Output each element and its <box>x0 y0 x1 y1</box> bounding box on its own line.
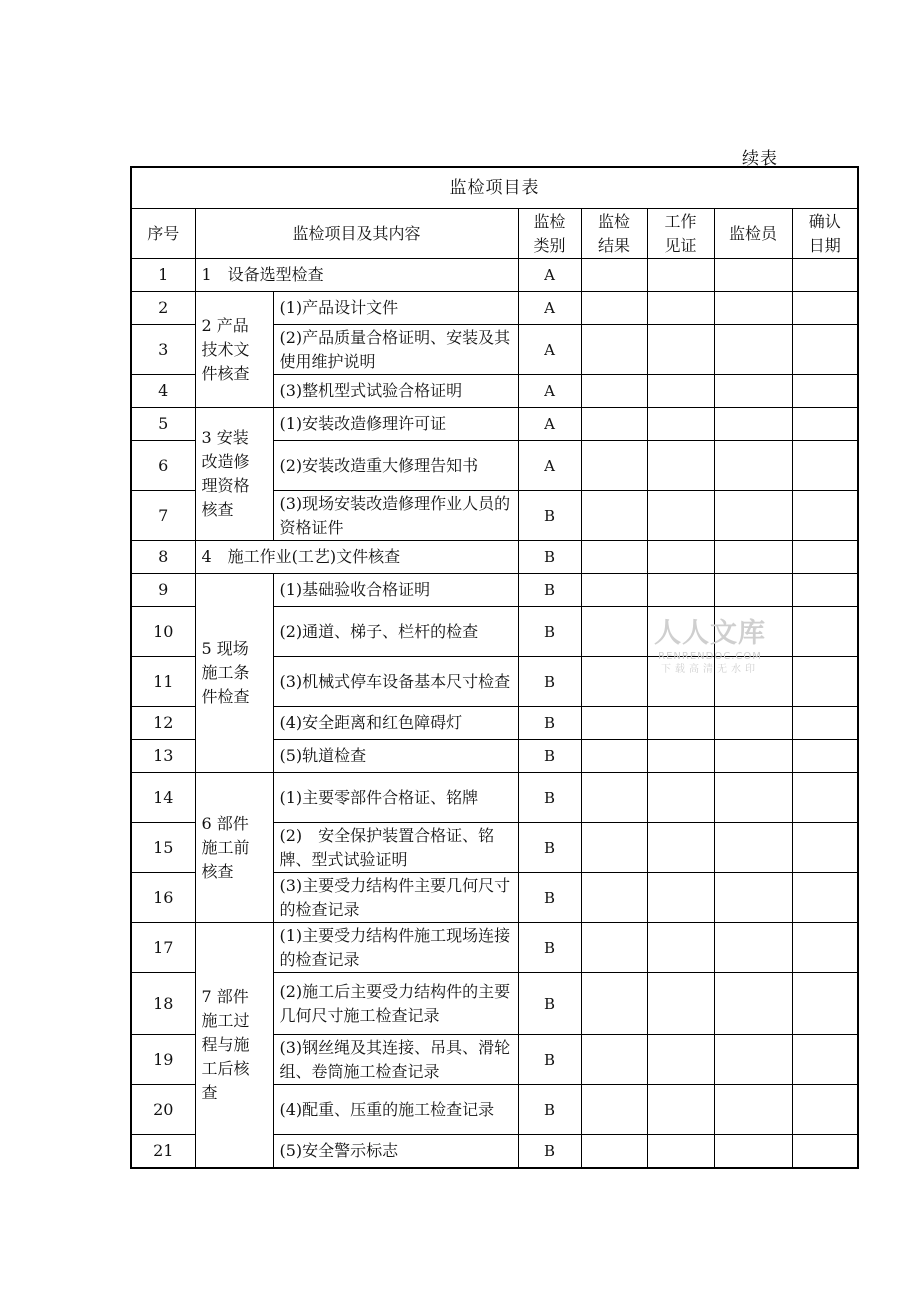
header-category: 监检 类别 <box>518 209 581 259</box>
result-cell[interactable] <box>581 740 647 773</box>
confirm-date-cell[interactable] <box>792 1135 858 1168</box>
group-label: 6 部件 施工前 核查 <box>195 773 273 923</box>
row-number: 11 <box>131 657 195 707</box>
category-cell: A <box>518 441 581 491</box>
row-number: 5 <box>131 408 195 441</box>
result-cell[interactable] <box>581 707 647 740</box>
category-cell: B <box>518 1085 581 1135</box>
category-cell: B <box>518 873 581 923</box>
witness-cell[interactable] <box>647 923 714 973</box>
row-number: 4 <box>131 375 195 408</box>
category-cell: B <box>518 574 581 607</box>
confirm-date-cell[interactable] <box>792 657 858 707</box>
category-cell: B <box>518 823 581 873</box>
item-content: (2)安装改造重大修理告知书 <box>273 441 518 491</box>
category-cell: B <box>518 773 581 823</box>
witness-cell[interactable] <box>647 1135 714 1168</box>
row-number: 18 <box>131 973 195 1035</box>
confirm-date-cell[interactable] <box>792 292 858 325</box>
confirm-date-cell[interactable] <box>792 607 858 657</box>
group-label: 3 安装 改造修 理资格 核查 <box>195 408 273 541</box>
row-number: 10 <box>131 607 195 657</box>
row-number: 15 <box>131 823 195 873</box>
header-result: 监检 结果 <box>581 209 647 259</box>
inspector-cell[interactable] <box>714 292 792 325</box>
witness-cell[interactable] <box>647 873 714 923</box>
item-content: (1)产品设计文件 <box>273 292 518 325</box>
group-label: 2 产品 技术文 件核查 <box>195 292 273 408</box>
result-cell[interactable] <box>581 408 647 441</box>
row-number: 16 <box>131 873 195 923</box>
inspector-cell[interactable] <box>714 740 792 773</box>
confirm-date-cell[interactable] <box>792 441 858 491</box>
row-number: 20 <box>131 1085 195 1135</box>
confirm-date-cell[interactable] <box>792 823 858 873</box>
row-number: 3 <box>131 325 195 375</box>
category-cell: B <box>518 491 581 541</box>
item-content: (2)通道、梯子、栏杆的检查 <box>273 607 518 657</box>
witness-cell[interactable] <box>647 259 714 292</box>
confirm-date-cell[interactable] <box>792 408 858 441</box>
table-row <box>131 773 858 823</box>
confirm-date-cell[interactable] <box>792 491 858 541</box>
confirm-date-cell[interactable] <box>792 574 858 607</box>
result-cell[interactable] <box>581 1085 647 1135</box>
inspector-cell[interactable] <box>714 923 792 973</box>
witness-cell[interactable] <box>647 408 714 441</box>
inspector-cell[interactable] <box>714 823 792 873</box>
row-number: 7 <box>131 491 195 541</box>
row-number: 21 <box>131 1135 195 1168</box>
confirm-date-cell[interactable] <box>792 1085 858 1135</box>
result-cell[interactable] <box>581 973 647 1035</box>
item-content: (2)产品质量合格证明、安装及其使用维护说明 <box>273 325 518 375</box>
confirm-date-cell[interactable] <box>792 325 858 375</box>
confirm-date-cell[interactable] <box>792 773 858 823</box>
row-number: 9 <box>131 574 195 607</box>
inspector-cell[interactable] <box>714 873 792 923</box>
witness-cell[interactable] <box>647 740 714 773</box>
confirm-date-cell[interactable] <box>792 707 858 740</box>
group-label: 1 设备选型检查 <box>195 259 518 292</box>
category-cell: B <box>518 541 581 574</box>
category-cell: A <box>518 408 581 441</box>
witness-cell[interactable] <box>647 973 714 1035</box>
witness-cell[interactable] <box>647 707 714 740</box>
table-title: 监检项目表 <box>131 167 858 209</box>
row-number: 19 <box>131 1035 195 1085</box>
inspector-cell[interactable] <box>714 259 792 292</box>
table-row <box>131 541 858 574</box>
group-label: 4 施工作业(工艺)文件核查 <box>195 541 518 574</box>
result-cell[interactable] <box>581 657 647 707</box>
witness-cell[interactable] <box>647 1035 714 1085</box>
category-cell: A <box>518 375 581 408</box>
header-row <box>131 209 858 259</box>
item-content: (2) 安全保护装置合格证、铭牌、型式试验证明 <box>273 823 518 873</box>
inspector-cell[interactable] <box>714 574 792 607</box>
inspection-items-table <box>130 166 859 1169</box>
result-cell[interactable] <box>581 823 647 873</box>
group-label: 7 部件 施工过 程与施 工后核 查 <box>195 923 273 1168</box>
witness-cell[interactable] <box>647 375 714 408</box>
witness-cell[interactable] <box>647 657 714 707</box>
result-cell[interactable] <box>581 259 647 292</box>
row-number: 13 <box>131 740 195 773</box>
item-content: (1)主要零部件合格证、铭牌 <box>273 773 518 823</box>
result-cell[interactable] <box>581 1035 647 1085</box>
item-content: (2)施工后主要受力结构件的主要几何尺寸施工检查记录 <box>273 973 518 1035</box>
category-cell: B <box>518 1135 581 1168</box>
category-cell: B <box>518 1035 581 1085</box>
table-row <box>131 292 858 325</box>
result-cell[interactable] <box>581 574 647 607</box>
result-cell[interactable] <box>581 491 647 541</box>
title-row <box>131 167 858 209</box>
category-cell: A <box>518 259 581 292</box>
row-number: 12 <box>131 707 195 740</box>
witness-cell[interactable] <box>647 441 714 491</box>
category-cell: A <box>518 325 581 375</box>
inspector-cell[interactable] <box>714 773 792 823</box>
confirm-date-cell[interactable] <box>792 923 858 973</box>
witness-cell[interactable] <box>647 491 714 541</box>
group-label: 5 现场 施工条 件检查 <box>195 574 273 773</box>
row-number: 1 <box>131 259 195 292</box>
inspector-cell[interactable] <box>714 491 792 541</box>
witness-cell[interactable] <box>647 574 714 607</box>
result-cell[interactable] <box>581 541 647 574</box>
header-witness: 工作 见证 <box>647 209 714 259</box>
inspector-cell[interactable] <box>714 541 792 574</box>
inspector-cell[interactable] <box>714 375 792 408</box>
table-row <box>131 259 858 292</box>
witness-cell[interactable] <box>647 325 714 375</box>
witness-cell[interactable] <box>647 541 714 574</box>
header-seq: 序号 <box>131 209 195 259</box>
item-content: (1)安装改造修理许可证 <box>273 408 518 441</box>
inspector-cell[interactable] <box>714 973 792 1035</box>
inspector-cell[interactable] <box>714 408 792 441</box>
item-content: (1)主要受力结构件施工现场连接的检查记录 <box>273 923 518 973</box>
confirm-date-cell[interactable] <box>792 375 858 408</box>
witness-cell[interactable] <box>647 1085 714 1135</box>
row-number: 6 <box>131 441 195 491</box>
category-cell: B <box>518 657 581 707</box>
result-cell[interactable] <box>581 923 647 973</box>
item-content: (3)整机型式试验合格证明 <box>273 375 518 408</box>
table-row <box>131 923 858 973</box>
inspector-cell[interactable] <box>714 1035 792 1085</box>
item-content: (3)机械式停车设备基本尺寸检查 <box>273 657 518 707</box>
witness-cell[interactable] <box>647 607 714 657</box>
result-cell[interactable] <box>581 873 647 923</box>
result-cell[interactable] <box>581 292 647 325</box>
row-number: 8 <box>131 541 195 574</box>
watermark-logo-text: 人人文库 <box>654 618 766 649</box>
item-content: (3)钢丝绳及其连接、吊具、滑轮组、卷筒施工检查记录 <box>273 1035 518 1085</box>
header-inspector: 监检员 <box>714 209 792 259</box>
category-cell: B <box>518 707 581 740</box>
confirm-date-cell[interactable] <box>792 259 858 292</box>
header-confirm-date: 确认 日期 <box>792 209 858 259</box>
category-cell: B <box>518 607 581 657</box>
item-content: (3)现场安装改造修理作业人员的资格证件 <box>273 491 518 541</box>
confirm-date-cell[interactable] <box>792 1035 858 1085</box>
continued-label: 续表 <box>742 149 778 169</box>
row-number: 17 <box>131 923 195 973</box>
watermark-url: RENRENDOC.COM <box>658 651 762 662</box>
table-row <box>131 408 858 441</box>
table-row <box>131 574 858 607</box>
row-number: 2 <box>131 292 195 325</box>
inspector-cell[interactable] <box>714 325 792 375</box>
inspector-cell[interactable] <box>714 657 792 707</box>
confirm-date-cell[interactable] <box>792 541 858 574</box>
result-cell[interactable] <box>581 325 647 375</box>
category-cell: A <box>518 292 581 325</box>
result-cell[interactable] <box>581 607 647 657</box>
inspector-cell[interactable] <box>714 607 792 657</box>
category-cell: B <box>518 740 581 773</box>
item-content: (5)安全警示标志 <box>273 1135 518 1168</box>
category-cell: B <box>518 973 581 1035</box>
confirm-date-cell[interactable] <box>792 873 858 923</box>
row-number: 14 <box>131 773 195 823</box>
inspector-cell[interactable] <box>714 707 792 740</box>
category-cell: B <box>518 923 581 973</box>
item-content: (1)基础验收合格证明 <box>273 574 518 607</box>
result-cell[interactable] <box>581 773 647 823</box>
confirm-date-cell[interactable] <box>792 973 858 1035</box>
result-cell[interactable] <box>581 441 647 491</box>
watermark-tagline: 下载高清无水印 <box>661 664 759 675</box>
inspector-cell[interactable] <box>714 1135 792 1168</box>
item-content: (4)安全距离和红色障碍灯 <box>273 707 518 740</box>
header-item: 监检项目及其内容 <box>195 209 518 259</box>
item-content: (3)主要受力结构件主要几何尺寸的检查记录 <box>273 873 518 923</box>
result-cell[interactable] <box>581 375 647 408</box>
witness-cell[interactable] <box>647 773 714 823</box>
witness-cell[interactable] <box>647 823 714 873</box>
result-cell[interactable] <box>581 1135 647 1168</box>
inspector-cell[interactable] <box>714 1085 792 1135</box>
item-content: (5)轨道检查 <box>273 740 518 773</box>
confirm-date-cell[interactable] <box>792 740 858 773</box>
inspector-cell[interactable] <box>714 441 792 491</box>
witness-cell[interactable] <box>647 292 714 325</box>
item-content: (4)配重、压重的施工检查记录 <box>273 1085 518 1135</box>
